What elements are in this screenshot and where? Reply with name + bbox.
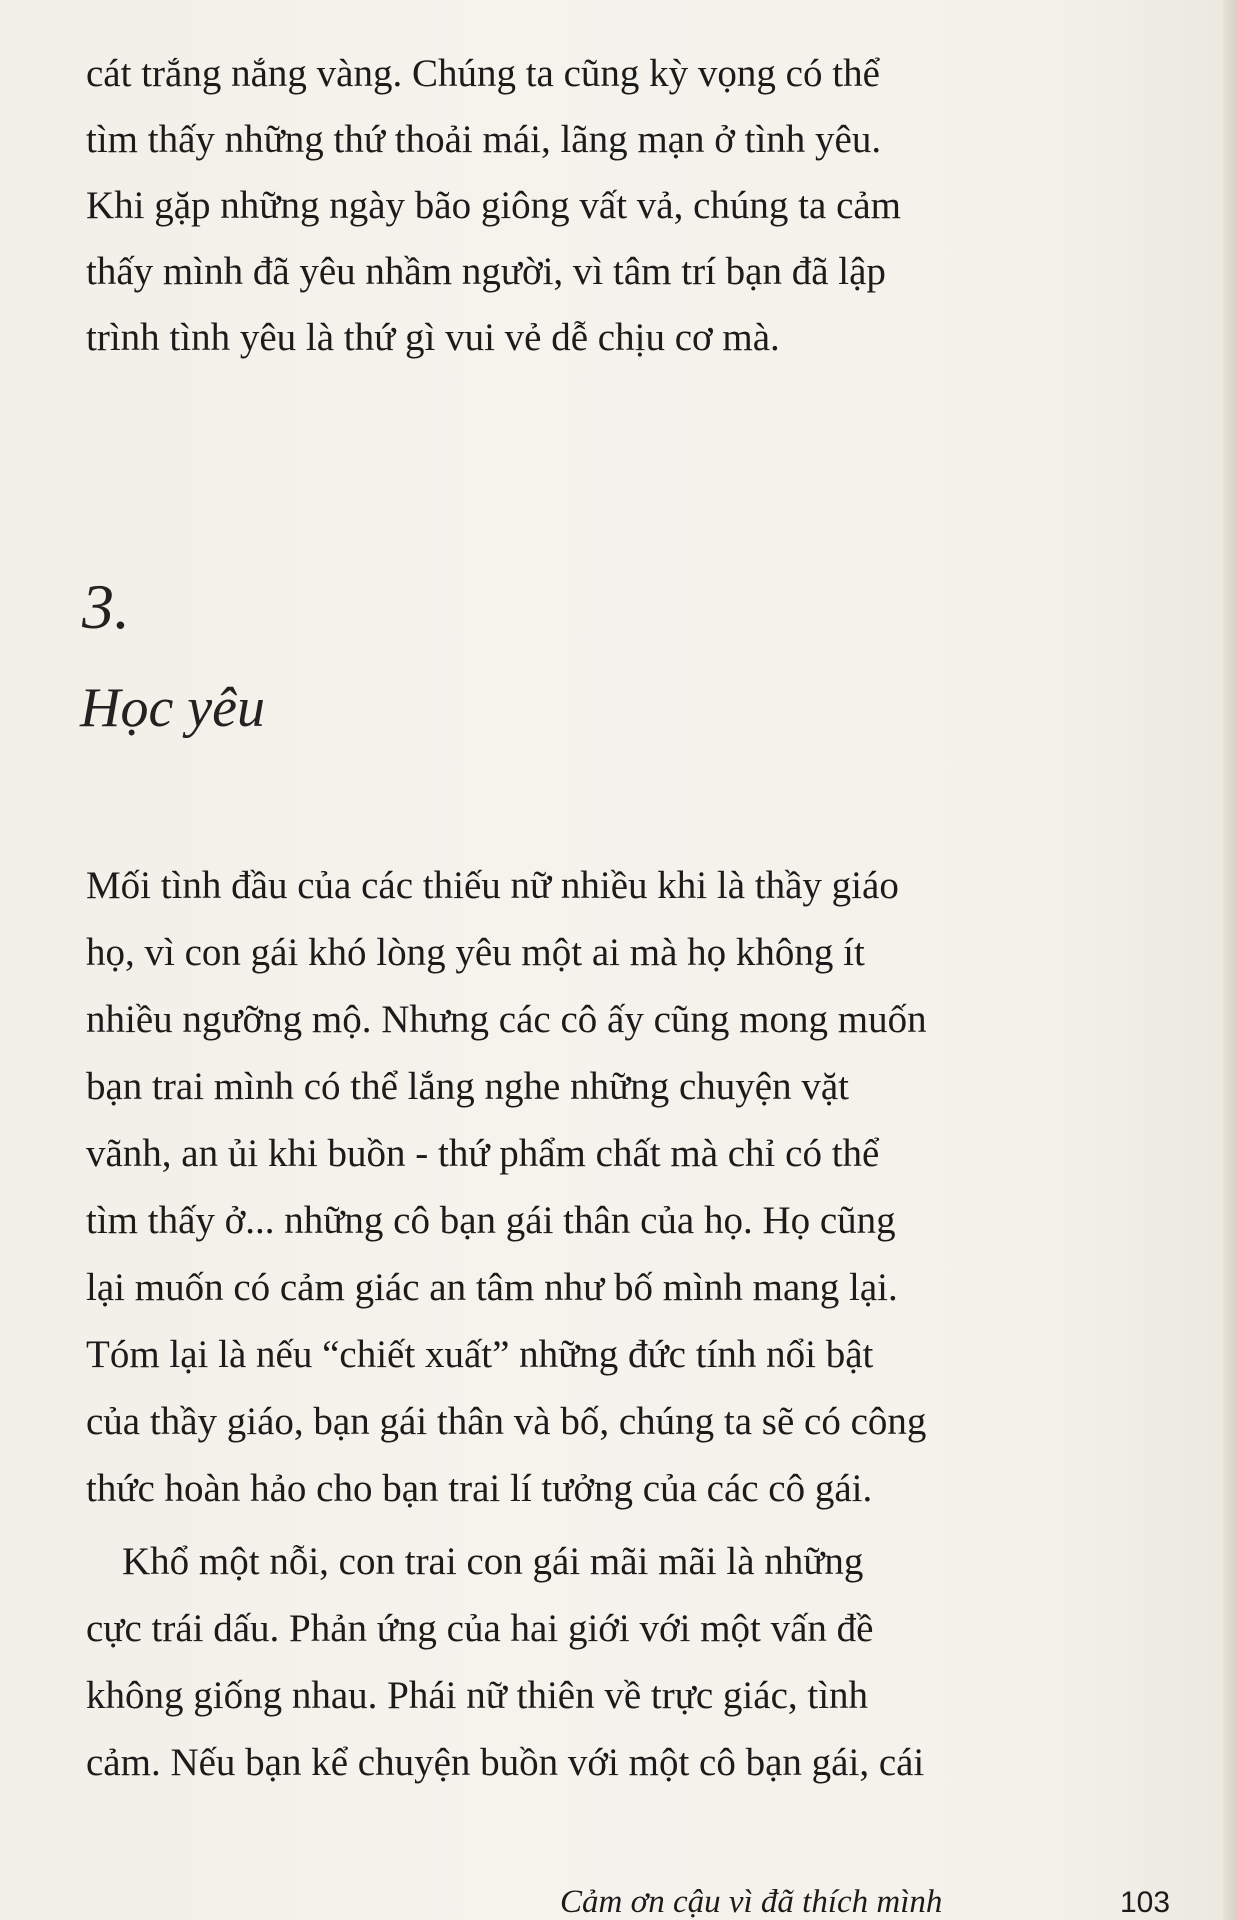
text-line: cát trắng nắng vàng. Chúng ta cũng kỳ vọng có thể — [86, 52, 880, 95]
running-title: Cảm ơn cậu vì đã thích mình — [560, 1886, 943, 1920]
text-line: nhiều ngưỡng mộ. Nhưng các cô ấy cũng mong muốn — [86, 998, 927, 1041]
text-line: không giống nhau. Phái nữ thiên về trực giác, tình — [86, 1674, 869, 1717]
text-line: cảm. Nếu bạn kể chuyện buồn với một cô bạn gái, cái — [86, 1741, 925, 1784]
text-line: lại muốn có cảm giác an tâm như bố mình mang lại. — [86, 1266, 898, 1309]
text-line: Khổ một nỗi, con trai con gái mãi mãi là những — [122, 1540, 864, 1583]
text-line: họ, vì con gái khó lòng yêu một ai mà họ không ít — [86, 931, 865, 974]
text-line: vãnh, an ủi khi buồn - thứ phẩm chất mà chỉ có thể — [86, 1132, 880, 1175]
text-line: thấy mình đã yêu nhầm người, vì tâm trí bạn đã lập — [86, 250, 886, 293]
section-number: 3. — [82, 571, 130, 642]
text-line: tìm thấy ở... những cô bạn gái thân của họ. Họ cũng — [86, 1199, 896, 1242]
text-line: Mối tình đầu của các thiếu nữ nhiều khi là thầy giáo — [86, 864, 899, 907]
body-paragraph-2 — [86, 1542, 1076, 1810]
page-edge-shadow — [1223, 0, 1237, 1920]
text-line: bạn trai mình có thể lắng nghe những chuyện vặt — [86, 1065, 850, 1108]
text-line: trình tình yêu là thứ gì vui vẻ dễ chịu cơ mà. — [86, 316, 780, 359]
page-footer — [560, 1886, 1180, 1920]
text-line: cực trái dấu. Phản ứng của hai giới với một vấn đề — [86, 1607, 874, 1650]
text-line: của thầy giáo, bạn gái thân và bố, chúng ta sẽ có công — [86, 1400, 927, 1443]
intro-paragraph — [86, 54, 1076, 384]
page-number: 103 — [1120, 1886, 1171, 1919]
section-title: Học yêu — [80, 677, 266, 739]
text-line: thức hoàn hảo cho bạn trai lí tưởng của các cô gái. — [86, 1467, 873, 1510]
text-line: tìm thấy những thứ thoải mái, lãng mạn ở tình yêu. — [86, 118, 882, 161]
body-paragraph-1 — [86, 866, 1076, 1536]
text-line: Khi gặp những ngày bão giông vất vả, chúng ta cảm — [86, 184, 902, 227]
text-line: Tóm lại là nếu “chiết xuất” những đức tính nổi bật — [86, 1333, 874, 1376]
